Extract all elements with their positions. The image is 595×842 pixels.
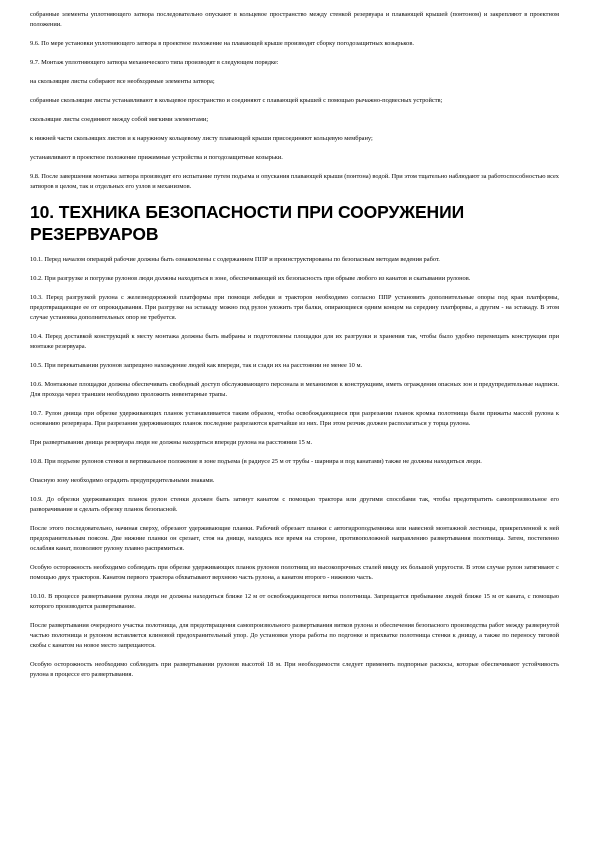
paragraph-9-6: 9.6. По мере установки уплотняющего затвора в проектное положение на плавающей крыше производят сборку погодозащитных козырьков. bbox=[30, 40, 414, 47]
paragraph-10-10: 10.10. В процессе развертывания рулона люди не должны находиться ближе 12 м от освобождающегося витка полотнища. Запрещается пребывание людей ближе 15 м от каната, с помощью которого производится развертывание. bbox=[30, 593, 559, 610]
paragraph-10-10-cont: После развертывания очередного участка полотнища, для предотвращения самопроизвольного развертывания витков рулона и обеспечения безопасного производства работ между развернутой частью полотнища и рулоном вставляется клиновой предохранительный упор. До установки упора работы по подгонке и прихватке полотнища стенки к днищу, а также по переносу тяговой скобы с канатом на новое место запрещаются. bbox=[30, 622, 559, 649]
paragraph-10-7: 10.7. Рулон днища при обрезке удерживающих планок устанавливается таким образом, чтобы освобождающиеся при разрезании планок кромка полотнища были прижаты массой рулона к основанию резервуара. При разрезании удерживающих планок последние разрезаются кратчайше из них. При этом резчик должен располагаться у торца рулона. bbox=[30, 410, 559, 427]
paragraph-10-1: 10.1. Перед началом операций рабочие должны быть ознакомлены с содержанием ППР и проинструктированы по безопасным методам ведения работ. bbox=[30, 256, 440, 263]
paragraph-10-3: 10.3. Перед разгрузкой рулона с железнодорожной платформы при помощи лебедки и тракторов необходимо согласно ППР установить дополнительные опоры под края платформы, предотвращающие ее от опрокидывания. При разгрузке на эстакаду можно под рулон уложить три балки, опирающиеся одним концом на середину платформы, а другим - на эстакаду. В этом случае установка дополнительных опор не требуется. bbox=[30, 294, 559, 321]
paragraph-10-9: 10.9. До обрезки удерживающих планок рулон стенки должен быть затянут канатом с помощью трактора или другими способами так, чтобы предотвратить самопроизвольное его разворачивание и сделать обрезку планок безопасной. bbox=[30, 496, 559, 513]
paragraph-10-6: 10.6. Монтажные площадки должны обеспечивать свободный доступ обслуживающего персонала и механизмов к конструкциям, иметь ограждения опасных зон и предупредительные надписи. Для прохода через траншеи необходимо проложить инвентарные трапы. bbox=[30, 381, 559, 398]
paragraph-10-8: 10.8. При подъеме рулонов стенки в вертикальное положение в зоне подъема (в радиусе 25 м от трубы - шарнира и под канатами) также не должны находиться люди. bbox=[30, 458, 482, 465]
paragraph-10-9-cont: После этого последовательно, начиная сверху, обрезают удерживающие планки. Рабочий обрезает планки с автогидроподъемника или навесной монтажной лестницы, прикрепленной к ней предохранительным поясом. Две нижние планки он срезает, стоя на днище, находясь все время на стороне, противоположной направлению развертывания полотнища. Затем, постепенно ослабляя канат, позволяют рулону плавно распрямиться. bbox=[30, 525, 559, 552]
list-item-9-7-4: к нижней части скользящих листов и к наружному кольцевому листу плавающей крыши присоединяют кольцевую мембрану; bbox=[30, 135, 373, 142]
paragraph-10-5: 10.5. При перекатывании рулонов запрещено нахождение людей как впереди, так и сзади их на расстоянии не менее 10 м. bbox=[30, 362, 363, 369]
paragraph-10-10-caution: Особую осторожность необходимо соблюдать при развертывании рулонов высотой 18 м. При необходимости следует применять подпорные раскосы, которые обеспечивают устойчивость рулона в процессе его развертывания. bbox=[30, 661, 559, 678]
paragraph-10-4: 10.4. Перед доставкой конструкций к месту монтажа должны быть выбраны и подготовлены площадки для их разгрузки и хранения так, чтобы было удобно перемещать конструкции при монтаже резервуара. bbox=[30, 333, 559, 350]
paragraph-10-9-caution: Особую осторожность необходимо соблюдать при обрезке удерживающих планок рулонов полотнищ из высокопрочных сталей ввиду их большой упругости. В этом случае рулон затягивают с помощью двух тракторов. Канатом первого трактора обхватывают верхнюю часть рулона, а канатом второго - нижнюю часть. bbox=[30, 564, 559, 581]
section-10-heading: 10. ТЕХНИКА БЕЗОПАСНОСТИ ПРИ СООРУЖЕНИИ РЕЗЕРВУАРОВ bbox=[30, 202, 465, 244]
paragraph-9-7: 9.7. Монтаж уплотняющего затвора механического типа производят в следующем порядке: bbox=[30, 59, 279, 66]
paragraph-9-5-end: собранные элементы уплотняющего затвора последовательно опускают в кольцевое пространство между стенкой резервуара и плавающей крышей (понтоном) и закрепляют в проектном положении. bbox=[30, 11, 559, 28]
paragraph-10-7-cont: При развертывании днища резервуара люди не должны находиться впереди рулона на расстоянии 15 м. bbox=[30, 439, 313, 446]
paragraph-10-8-cont: Опасную зону необходимо оградить предупредительными знаками. bbox=[30, 477, 215, 484]
list-item-9-7-5: устанавливают в проектное положение прижимные устройства и погодозащитные козырьки. bbox=[30, 154, 283, 161]
paragraph-9-8: 9.8. После завершения монтажа затвора производят его испытание путем подъема и опускания плавающей крыши (понтона) водой. При этом тщательно наблюдают за работоспособностью всех затворов в целом, так и отдельных его узлов и механизмов. bbox=[30, 173, 559, 190]
list-item-9-7-2: собранные скользящие листы устанавливают в кольцевое пространство и соединяют с плавающей крышей с помощью рычажно-подвесных устройств; bbox=[30, 97, 443, 104]
list-item-9-7-3: скользящие листы соединяют между собой мягкими элементами; bbox=[30, 116, 209, 123]
paragraph-10-2: 10.2. При разгрузке и погрузке рулонов люди должны находиться в зоне, обеспечивающей их безопасность при обрыве любого из канатов и скатывании рулонов. bbox=[30, 275, 471, 282]
list-item-9-7-1: на скользящие листы собирают все необходимые элементы затвора; bbox=[30, 78, 215, 85]
